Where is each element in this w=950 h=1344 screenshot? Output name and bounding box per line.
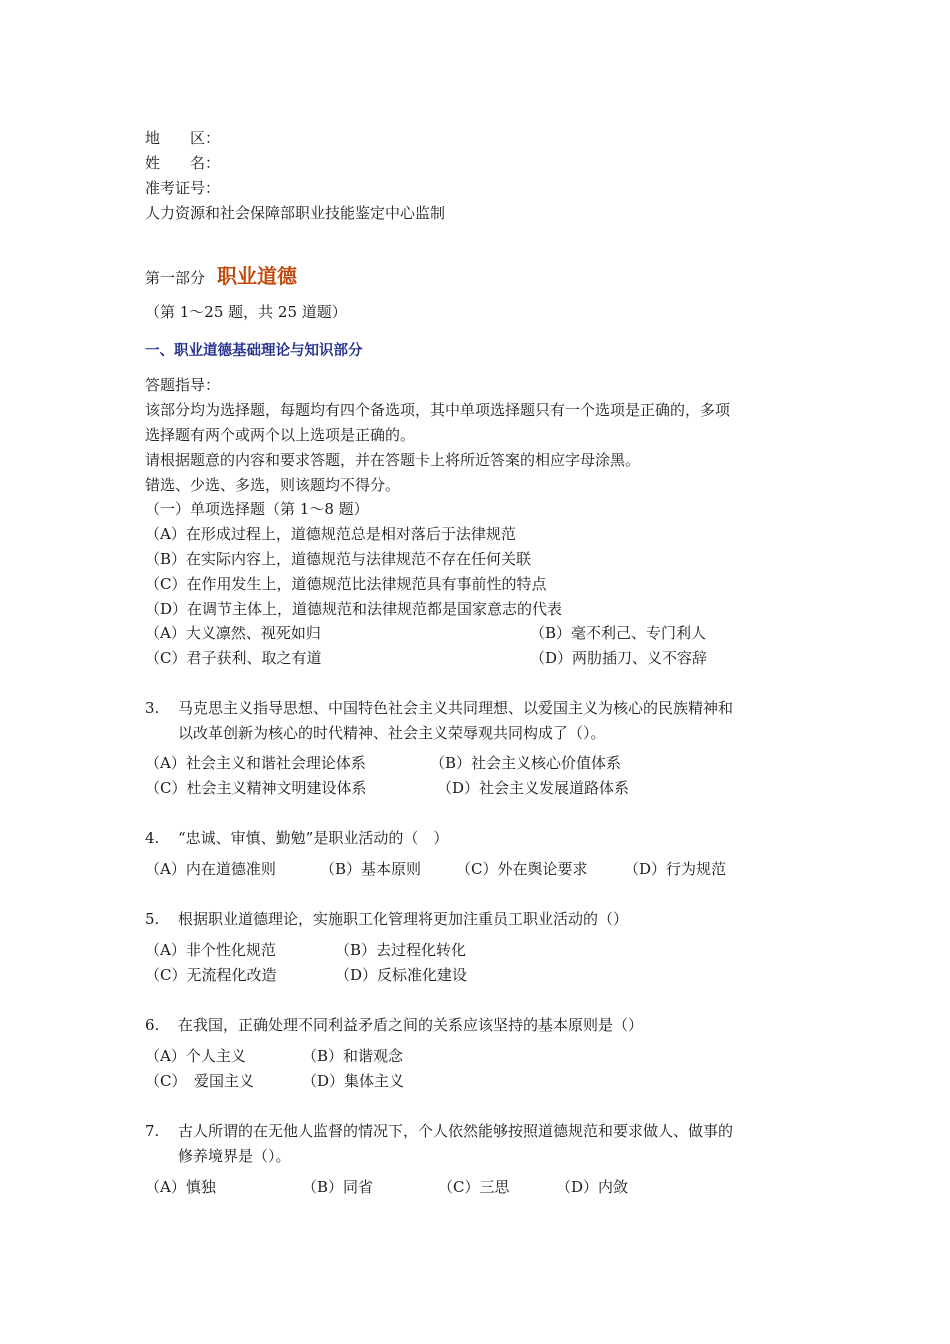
option-d: （D）集体主义 bbox=[302, 1072, 405, 1090]
question-3 bbox=[145, 698, 733, 718]
section-heading: 一、职业道德基础理论与知识部分 bbox=[145, 343, 363, 359]
question-text-cont: 修养境界是（）。 bbox=[178, 1147, 291, 1165]
name-label: 姓 名： bbox=[145, 154, 221, 172]
question-7 bbox=[145, 1121, 733, 1141]
option-d: （D）在调节主体上，道德规范和法律规范都是国家意志的代表 bbox=[145, 600, 563, 618]
question-number: 5. bbox=[145, 910, 160, 928]
option-a: （A）非个性化规范 bbox=[145, 941, 276, 959]
option-a: （A）内在道德准则 bbox=[145, 860, 276, 878]
option-c: （C）君子获利、取之有道 bbox=[145, 649, 322, 667]
guide-line: 该部分均为选择题，每题均有四个备选项，其中单项选择题只有一个选项是正确的，多项 bbox=[145, 401, 731, 419]
region-label: 地 区： bbox=[145, 129, 221, 147]
part-label: 第一部分 bbox=[145, 269, 206, 287]
question-text: “忠诚、审慎、勤勉”是职业活动的（ ） bbox=[178, 829, 449, 847]
option-c: （C） 爱国主义 bbox=[145, 1072, 254, 1090]
question-4 bbox=[145, 828, 448, 848]
question-text: 根据职业道德理论，实施职工化管理将更加注重员工职业活动的（） bbox=[178, 910, 629, 928]
option-b: （B）基本原则 bbox=[320, 860, 422, 878]
option-d: （D）行为规范 bbox=[624, 860, 727, 878]
question-text-cont: 以改革创新为核心的时代精神、社会主义荣辱观共同构成了（）。 bbox=[178, 724, 606, 742]
option-d: （D）社会主义发展道路体系 bbox=[437, 779, 630, 797]
option-d: （D）内敛 bbox=[556, 1178, 629, 1196]
option-b: （B）同省 bbox=[302, 1178, 374, 1196]
option-b: （B）去过程化转化 bbox=[335, 941, 467, 959]
question-text: 马克思主义指导思想、中国特色社会主义共同理想、以爱国主义为核心的民族精神和 bbox=[178, 699, 734, 717]
guide-line: 选择题有两个或两个以上选项是正确的。 bbox=[145, 426, 416, 444]
question-number: 7. bbox=[145, 1122, 160, 1140]
question-number: 4. bbox=[145, 829, 160, 847]
option-c: （C）杜会主义精神文明建设体系 bbox=[145, 779, 367, 797]
option-d: （D）反标准化建设 bbox=[335, 966, 468, 984]
option-a: （A）个人主义 bbox=[145, 1047, 246, 1065]
option-b: （B）和谐观念 bbox=[302, 1047, 404, 1065]
option-a: （A）慎独 bbox=[145, 1178, 216, 1196]
option-d: （D）两肋插刀、义不容辞 bbox=[530, 649, 708, 667]
option-b: （B）毫不利己、专门利人 bbox=[530, 624, 707, 642]
part-heading bbox=[145, 262, 297, 292]
option-c: （C）在作用发生上，道德规范比法律规范具有事前性的特点 bbox=[145, 575, 547, 593]
question-number: 6. bbox=[145, 1016, 160, 1034]
question-5 bbox=[145, 909, 628, 929]
guide-line: 请根据题意的内容和要求答题，并在答题卡上将所近答案的相应字母涂黑。 bbox=[145, 451, 641, 469]
question-number: 3. bbox=[145, 699, 160, 717]
option-c: （C）外在舆论要求 bbox=[456, 860, 588, 878]
ticket-number-label: 准考证号： bbox=[145, 179, 221, 197]
option-b: （B）社会主义核心价值体系 bbox=[430, 754, 622, 772]
guide-title: 答题指导： bbox=[145, 376, 221, 394]
part-title: 职业道德 bbox=[217, 264, 298, 288]
part-range: （第 1～25 题，共 25 道题） bbox=[145, 303, 347, 321]
guide-line: 错选、少选、多选，则该题均不得分。 bbox=[145, 476, 401, 494]
question-text: 古人所谓的在无他人监督的情况下，个人依然能够按照道德规范和要求做人、做事的 bbox=[178, 1122, 734, 1140]
question-text: 在我国，正确处理不同利益矛盾之间的关系应该坚持的基本原则是（） bbox=[178, 1016, 644, 1034]
option-c: （C）无流程化改造 bbox=[145, 966, 277, 984]
option-a: （A）在形成过程上，道德规范总是相对落后于法律规范 bbox=[145, 525, 516, 543]
question-6 bbox=[145, 1015, 643, 1035]
option-a: （A）大义凛然、视死如归 bbox=[145, 624, 321, 642]
option-c: （C）三思 bbox=[438, 1178, 510, 1196]
supervisor-text: 人力资源和社会保障部职业技能鉴定中心监制 bbox=[145, 204, 446, 222]
single-choice-heading: （一）单项选择题（第 1～8 题） bbox=[145, 500, 369, 518]
option-a: （A）社会主义和谐社会理论体系 bbox=[145, 754, 366, 772]
option-b: （B）在实际内容上，道德规范与法律规范不存在任何关联 bbox=[145, 550, 532, 568]
